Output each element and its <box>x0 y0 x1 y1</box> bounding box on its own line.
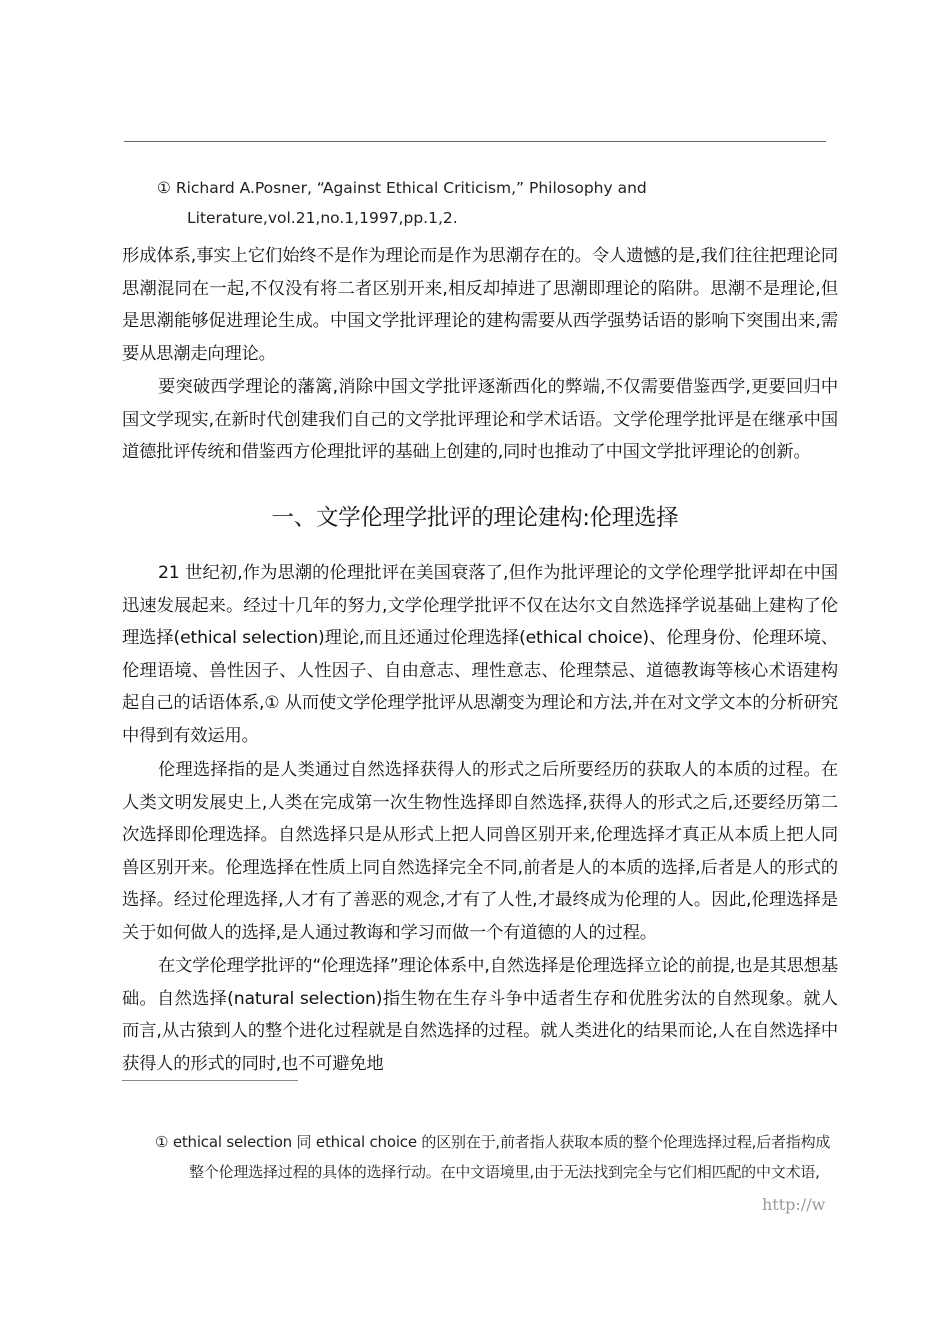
paragraph-3-part-2: 从而使文学伦理学批评从思潮变为理论和方法,并在对文学文本的分析研究中得到有效运用。 <box>122 693 838 746</box>
footnote-reference-mark[interactable]: ① <box>264 693 280 713</box>
paragraph-3-part-1: 21 世纪初,作为思潮的伦理批评在美国衰落了,但作为批评理论的文学伦理学批评却在中国迅速发展起来。经过十几年的努力,文学伦理学批评不仅在达尔文自然选择学说基础上建构了伦理选择(ethical selection)理论,而且还通过伦理选择(ethical choice)、伦理身份、伦理环境、伦理语境、兽性因子、人性因子、自由意志、理性意志、伦理禁忌、道德教诲等核心术语建构起自己的话语体系, <box>122 563 838 713</box>
paragraph-2-text: 要突破西学理论的藩篱,消除中国文学批评逐渐西化的弊端,不仅需要借鉴西学,更要回归中国文学现实,在新时代创建我们自己的文学批评理论和学术话语。文学伦理学批评是在继承中国道德批评传统和借鉴西方伦理批评的基础上创建的,同时也推动了中国文学批评理论的创新。 <box>122 377 838 462</box>
paragraph-3-text <box>122 557 838 752</box>
header-footnote-line-1: ① Richard A.Posner, “Against Ethical Criticism,” Philosophy and <box>157 179 647 197</box>
footer-footnote <box>155 1127 845 1187</box>
paragraph-5-text: 在文学伦理学批评的“伦理选择”理论体系中,自然选择是伦理选择立论的前提,也是其思想基础。自然选择(natural selection)指生物在生存斗争中适者生存和优胜劣汰的自然现象。就人而言,从古猿到人的整个进化过程就是自然选择的过程。就人类进化的结果而论,人在自然选择中获得人的形式的同时,也不可避免地 <box>122 956 838 1074</box>
top-separator-rule <box>124 141 826 142</box>
body-paragraph-1 <box>122 240 838 370</box>
footer-footnote-line-1: ① ethical selection 同 ethical choice 的区别在于,前者指人获取本质的整个伦理选择过程,后者指构成 <box>155 1133 831 1151</box>
header-footnote-line-2: Literature,vol.21,no.1,1997,pp.1,2. <box>187 209 458 227</box>
footnote-separator-rule <box>122 1080 298 1081</box>
body-paragraph-4 <box>122 754 838 949</box>
paragraph-1-text: 形成体系,事实上它们始终不是作为理论而是作为思潮存在的。令人遗憾的是,我们往往把理论同思潮混同在一起,不仅没有将二者区别开来,相反却掉进了思潮即理论的陷阱。思潮不是理论,但是思潮能够促进理论生成。中国文学批评理论的建构需要从西学强势话语的影响下突围出来,需要从思潮走向理论。 <box>122 246 838 364</box>
watermark-url: http://w <box>762 1195 826 1214</box>
footer-footnote-line-2: 整个伦理选择过程的具体的选择行动。在中文语境里,由于无法找到完全与它们相匹配的中文术语, <box>189 1163 820 1181</box>
header-footnote <box>157 173 717 233</box>
body-paragraph-2 <box>122 371 838 469</box>
section-heading: 一、文学伦理学批评的理论建构:伦理选择 <box>271 505 679 531</box>
body-paragraph-3 <box>122 557 838 752</box>
body-paragraph-5 <box>122 950 838 1080</box>
paragraph-4-text: 伦理选择指的是人类通过自然选择获得人的形式之后所要经历的获取人的本质的过程。在人类文明发展史上,人类在完成第一次生物性选择即自然选择,获得人的形式之后,还要经历第二次选择即伦理选择。自然选择只是从形式上把人同兽区别开来,伦理选择才真正从本质上把人同兽区别开来。伦理选择在性质上同自然选择完全不同,前者是人的本质的选择,后者是人的形式的选择。经过伦理选择,人才有了善恶的观念,才有了人性,才最终成为伦理的人。因此,伦理选择是关于如何做人的选择,是人通过教诲和学习而做一个有道德的人的过程。 <box>122 760 838 943</box>
